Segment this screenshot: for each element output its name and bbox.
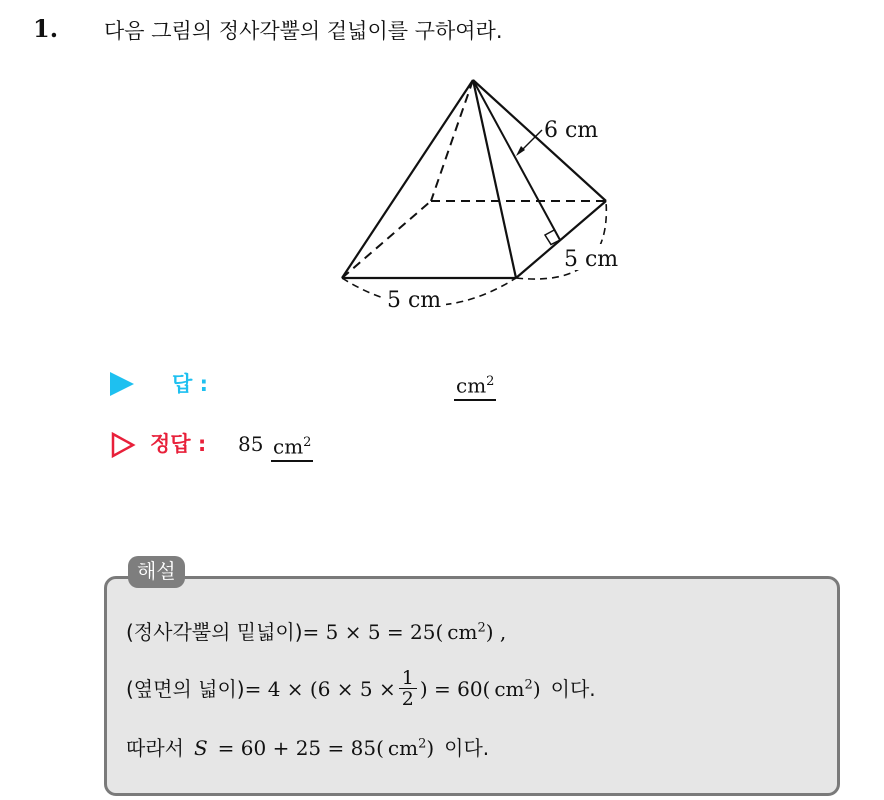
correct-answer-label: 정답 : — [150, 432, 207, 456]
answer-unit: $cm^2$ — [454, 370, 496, 401]
side-label-bottom: 5 cm — [387, 288, 442, 313]
correct-answer-value: 85 — [238, 432, 264, 456]
slant-label: 6 cm — [544, 118, 599, 143]
question-text: 다음 그림의 정사각뿔의 겉넓이를 구하여라. — [104, 19, 503, 43]
explanation-tag: 해설 — [128, 556, 185, 588]
pyramid-figure — [320, 68, 620, 318]
side-label-right: 5 cm — [564, 247, 619, 272]
answer-label: 답 : — [172, 372, 208, 396]
edge-apex-left — [342, 80, 473, 278]
edge-apex-front — [473, 80, 516, 278]
question-number: 1. — [33, 14, 59, 43]
fraction-half: $\frac{1}{2}$ — [399, 668, 417, 709]
explanation-line-2: (옆면의 넓이)= 4 × (6 × 5 × $\frac{1}{2}$ ) = 60( $cm^2$) 이다. — [126, 667, 596, 710]
correct-answer-unit: $cm^2$ — [271, 431, 313, 462]
outline-triangle-icon — [110, 432, 136, 458]
explanation-line-1: (정사각뿔의 밑넓이)= 5 × 5 = 25( $cm^2$) , — [126, 620, 507, 644]
slant-height-line — [473, 80, 560, 240]
correct-answer-row — [110, 428, 610, 464]
play-triangle-icon — [110, 372, 134, 396]
explanation-line-3: 따라서 S = 60 + 25 = 85( $cm^2$) 이다. — [126, 736, 490, 760]
hidden-edge-apex — [431, 80, 473, 201]
answer-row — [110, 368, 610, 402]
